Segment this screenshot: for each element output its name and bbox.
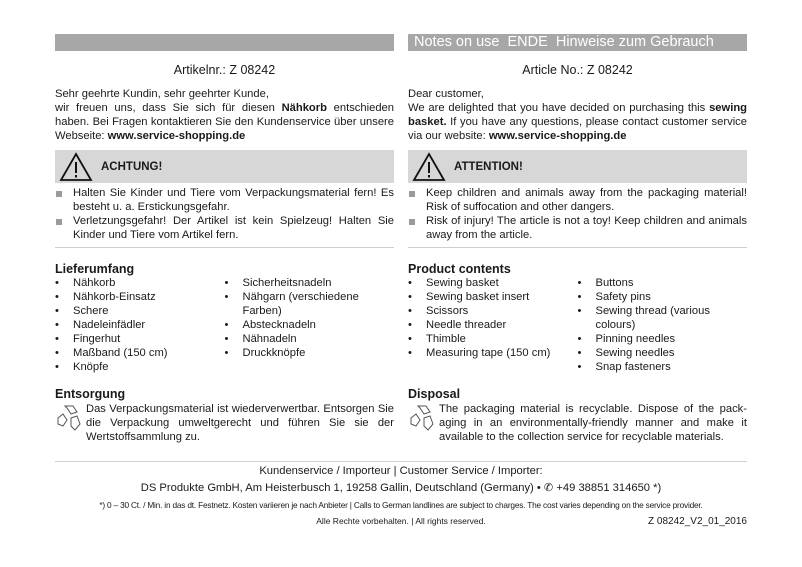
list-item: • Sewing basket [408, 276, 578, 290]
list-item: • Fingerhut [55, 332, 225, 346]
list-item: • Sewing needles [578, 346, 748, 360]
divider [55, 461, 747, 462]
contents-list [408, 276, 747, 374]
intro-text: wir freuen uns, dass Sie sich für diesen Nähkorb entschieden haben. Bei Fragen kontaktieren Sie den Kundenservice über unsere Webseite: www.service-shopping.de [55, 102, 394, 142]
warning-list [55, 186, 394, 242]
warning-title: ATTENTION! [454, 160, 523, 173]
warning-item: Halten Sie Kinder und Tiere vom Verpackungsmaterial fern! Es besteht u. a. Erstickungsgefahr. [55, 186, 394, 214]
list-item: • Abstecknadeln [225, 318, 395, 332]
list-item: • Needle threader [408, 318, 578, 332]
list-item: • Pinning needles [578, 332, 748, 346]
greeting: Sehr geehrte Kundin, sehr geehrter Kunde, [55, 88, 269, 100]
recycle-icon [55, 402, 83, 434]
contents-list [55, 276, 394, 374]
list-item: • Buttons [578, 276, 748, 290]
list-item: • Nadeleinfädler [55, 318, 225, 332]
article-number: Artikelnr.: Z 08242 [173, 63, 276, 77]
contents-heading: Product contents [408, 262, 511, 276]
list-item: • Maßband (150 cm) [55, 346, 225, 360]
divider [55, 247, 394, 248]
website: www.service-shopping.de [488, 130, 627, 142]
document-code: Z 08242_V2_01_2016 [648, 516, 747, 527]
disposal-heading: Disposal [408, 387, 461, 401]
list-item: • Nähkorb [55, 276, 225, 290]
list-item: • Measuring tape (150 cm) [408, 346, 578, 360]
list-item: • Sewing basket insert [408, 290, 578, 304]
warning-box [408, 150, 747, 183]
header-bar [55, 34, 394, 51]
english-column [408, 34, 747, 444]
website: www.service-shopping.de [107, 130, 246, 142]
list-item: • Snap fasteners [578, 360, 748, 374]
disposal-text: The packaging material is recyclable. Dispose of the packaging in an environmentally-friendly manner and make it available to the collection service for recyclable materials. [439, 403, 747, 443]
german-column [55, 34, 394, 444]
warning-list [408, 186, 747, 242]
list-item: • Nähnadeln [225, 332, 395, 346]
list-item: • Sewing thread (various colours) [578, 304, 728, 332]
list-item: • Schere [55, 304, 225, 318]
footer-address: DS Produkte GmbH, Am Heisterbusch 1, 19258 Gallin, Deutschland (Germany) • ✆ +49 38851 314650 *) [140, 482, 662, 494]
warning-icon [412, 152, 446, 182]
contents-heading: Lieferumfang [55, 262, 135, 276]
greeting: Dear customer, [408, 88, 484, 100]
divider [408, 247, 747, 248]
warning-item: Keep children and animals away from the packaging material! Risk of suffocation and other dangers. [408, 186, 747, 214]
article-number: Article No.: Z 08242 [522, 63, 633, 77]
footer-rights: Alle Rechte vorbehalten. | All rights reserved. [316, 516, 486, 526]
list-item: • Thimble [408, 332, 578, 346]
list-item: • Safety pins [578, 290, 748, 304]
recycle-icon [408, 402, 436, 434]
warning-item: Verletzungsgefahr! Der Artikel ist kein Spielzeug! Halten Sie Kinder und Tiere vom Artikel fern. [55, 214, 394, 242]
disposal-text: Das Verpackungsmaterial ist wiederverwertbar. Entsorgen Sie die Verpackung umweltgerecht und führen Sie sie der Wertstoffsammlung zu. [86, 403, 394, 443]
intro-text: We are delighted that you have decided on purchasing this sewing basket. If you have any questions, please contact customer service via our website: www.service-shopping.de [408, 102, 747, 142]
warning-item: Risk of injury! The article is not a toy! Keep children and animals away from the article. [408, 214, 747, 242]
list-item: • Druckknöpfe [225, 346, 395, 360]
footer-note: *) 0 – 30 Ct. / Min. in das dt. Festnetz. Kosten variieren je nach Anbieter | Calls to German landlines are subject to charges. The cost varies depending on the service provider. [99, 500, 703, 510]
list-item: • Nähkorb-Einsatz [55, 290, 225, 304]
list-item: • Nähgarn (verschiedene Farben) [225, 290, 375, 318]
list-item: • Knöpfe [55, 360, 225, 374]
warning-icon [59, 152, 93, 182]
footer-service: Kundenservice / Importeur | Customer Service / Importer: [259, 465, 543, 477]
list-item: • Scissors [408, 304, 578, 318]
list-item: • Sicherheitsnadeln [225, 276, 395, 290]
header-bar: Notes on use ENDE Hinweise zum Gebrauch [408, 34, 747, 51]
warning-box [55, 150, 394, 183]
disposal-heading: Entsorgung [55, 387, 126, 401]
warning-title: ACHTUNG! [101, 160, 163, 173]
